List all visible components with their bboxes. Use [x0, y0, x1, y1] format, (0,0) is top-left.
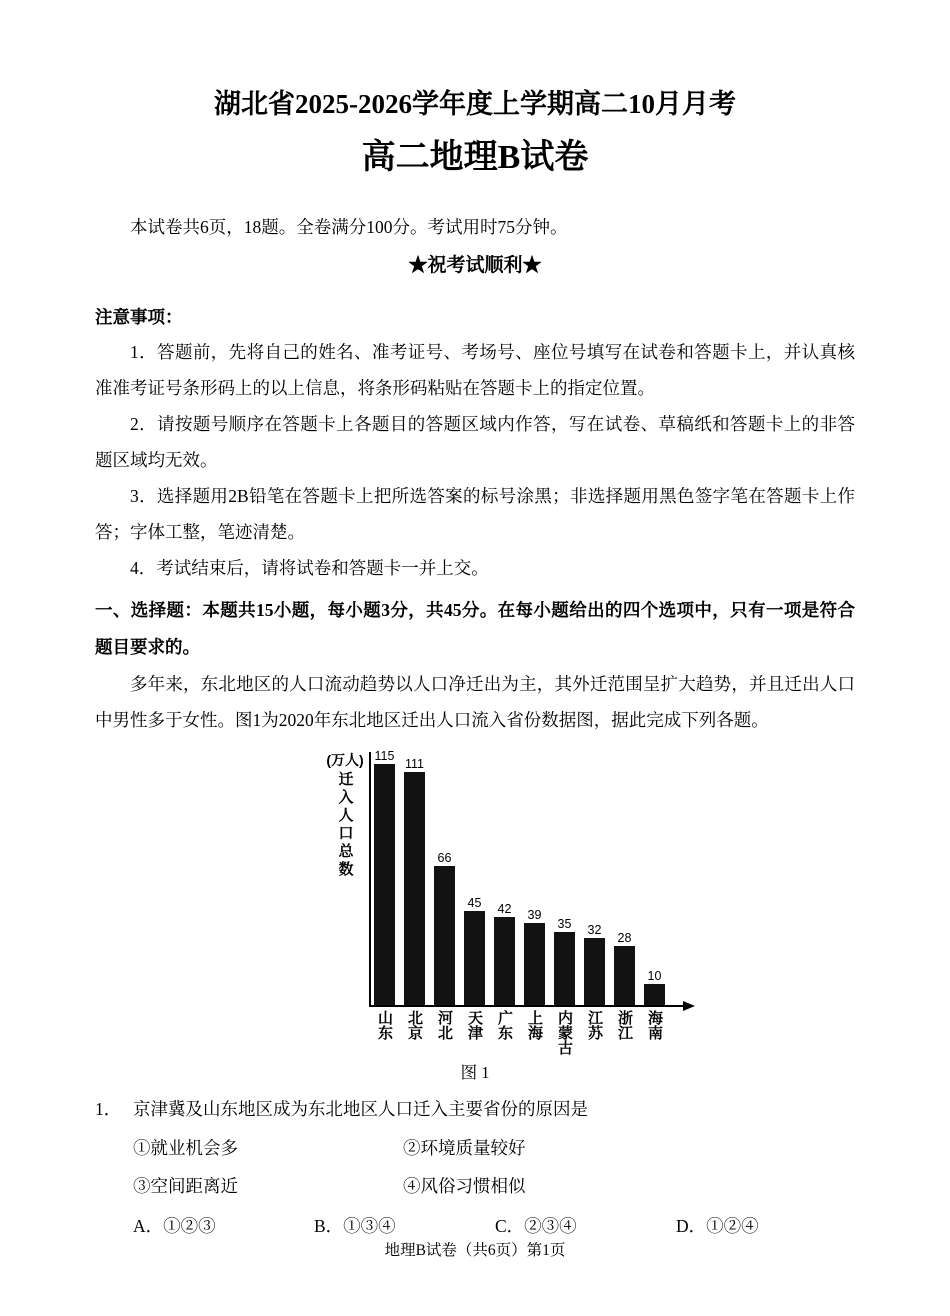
x-axis-label: 海南: [646, 1010, 663, 1040]
option-a: A．①②③: [133, 1216, 216, 1236]
x-axis-label: 上海: [526, 1010, 543, 1040]
x-axis-label: 天津: [466, 1010, 483, 1040]
figure-1-bar-chart: [323, 748, 855, 1055]
notice-item-4: 4．考试结束后，请将试卷和答题卡一并上交。: [130, 558, 489, 578]
exam-title-line1: 湖北省2025-2026学年度上学期高二10月月考: [214, 89, 736, 119]
question-1-text: 京津冀及山东地区成为东北地区人口迁入主要省份的原因是: [133, 1099, 588, 1119]
x-axis-label: 河北: [436, 1010, 453, 1040]
x-axis-label: 内蒙古: [556, 1010, 573, 1055]
exam-info: 本试卷共6页，18题。全卷满分100分。考试用时75分钟。: [130, 217, 568, 237]
statement-4: ④风俗习惯相似: [403, 1176, 526, 1196]
option-d: D．①②④: [676, 1216, 759, 1236]
statement-2: ②环境质量较好: [403, 1138, 526, 1158]
bar-value: 10: [647, 969, 662, 983]
bar-value: 111: [404, 756, 424, 771]
bar: [524, 923, 545, 1005]
bar: [464, 911, 485, 1006]
bar-group-广东: [494, 903, 515, 1005]
x-axis-label: 山东: [376, 1010, 393, 1040]
bar: [404, 772, 425, 1005]
x-axis-labels: [374, 1010, 855, 1055]
bar-value: 28: [617, 931, 632, 946]
bar-group-浙江: [614, 932, 635, 1005]
bar-group-海南: [644, 970, 665, 1005]
y-axis-title: 迁入人口总数: [336, 771, 354, 879]
x-axis-label: 北京: [406, 1010, 423, 1040]
bar: [554, 932, 575, 1006]
figure-caption: 图 1: [460, 1063, 490, 1082]
question-1: [95, 1093, 855, 1125]
question-group-stem: 多年来，东北地区的人口流动趋势以人口净迁出为主，其外迁范围呈扩大趋势，并且迁出人口中男性多于女性。图1为2020年东北地区迁出人口流入省份数据图，据此完成下列各题。: [95, 674, 855, 730]
x-axis-arrow-icon: [683, 1001, 695, 1011]
section-1-heading: 一、选择题：本题共15小题，每小题3分，共45分。在每小题给出的四个选项中，只有一项是符合题目要求的。: [95, 600, 855, 657]
exam-wish: ★祝考试顺利★: [408, 255, 542, 276]
bar: [374, 764, 395, 1006]
bar-value: 66: [437, 851, 452, 866]
bar-group-内蒙古: [554, 918, 575, 1006]
bar: [584, 938, 605, 1005]
question-1-statements: [95, 1129, 855, 1205]
question-1-number: 1．: [95, 1099, 122, 1119]
bar-group-天津: [464, 897, 485, 1006]
page-footer: 地理B试卷（共6页）第1页: [384, 1242, 566, 1259]
bar-group-山东: [374, 750, 395, 1006]
bar-value: 32: [587, 922, 602, 937]
bar-group-江苏: [584, 924, 605, 1005]
bars-container: [374, 748, 665, 1005]
option-c: C．②③④: [495, 1216, 577, 1236]
notice-item-2: 2．请按题号顺序在答题卡上各题目的答题区域内作答，写在试卷、草稿纸和答题卡上的非答题区域均无效。: [95, 414, 855, 470]
notice-item-1: 1．答题前，先将自己的姓名、准考证号、考场号、座位号填写在试卷和答题卡上，并认真核准准考证号条形码上的以上信息，将条形码粘贴在答题卡上的指定位置。: [95, 342, 855, 398]
x-axis-label: 江苏: [586, 1010, 603, 1040]
y-axis-unit-label: (万人): [326, 752, 364, 768]
x-axis-label: 浙江: [616, 1010, 633, 1040]
option-b: B．①③④: [314, 1216, 396, 1236]
x-axis-label: 广东: [496, 1010, 513, 1040]
plot-area: [369, 748, 683, 1007]
statement-1: ①就业机会多: [133, 1138, 238, 1158]
statement-3: ③空间距离近: [133, 1176, 238, 1196]
bar-value: 35: [557, 916, 572, 931]
exam-title-line2: 高二地理B试卷: [361, 139, 589, 176]
bar-value: 42: [497, 901, 512, 916]
bar-value: 45: [467, 895, 482, 910]
notice-heading: 注意事项：: [95, 307, 183, 327]
bar-group-河北: [434, 852, 455, 1005]
bar: [494, 917, 515, 1005]
bar-value: 39: [527, 908, 542, 923]
bar-group-北京: [404, 758, 425, 1005]
notice-item-3: 3．选择题用2B铅笔在答题卡上把所选答案的标号涂黑；非选择题用黑色签字笔在答题卡上作答；字体工整，笔迹清楚。: [95, 486, 855, 542]
y-axis-area: [323, 752, 367, 879]
bar: [434, 866, 455, 1005]
bar: [614, 946, 635, 1005]
bar-group-上海: [524, 909, 545, 1005]
bar: [644, 984, 665, 1005]
bar-value: 115: [374, 748, 395, 763]
